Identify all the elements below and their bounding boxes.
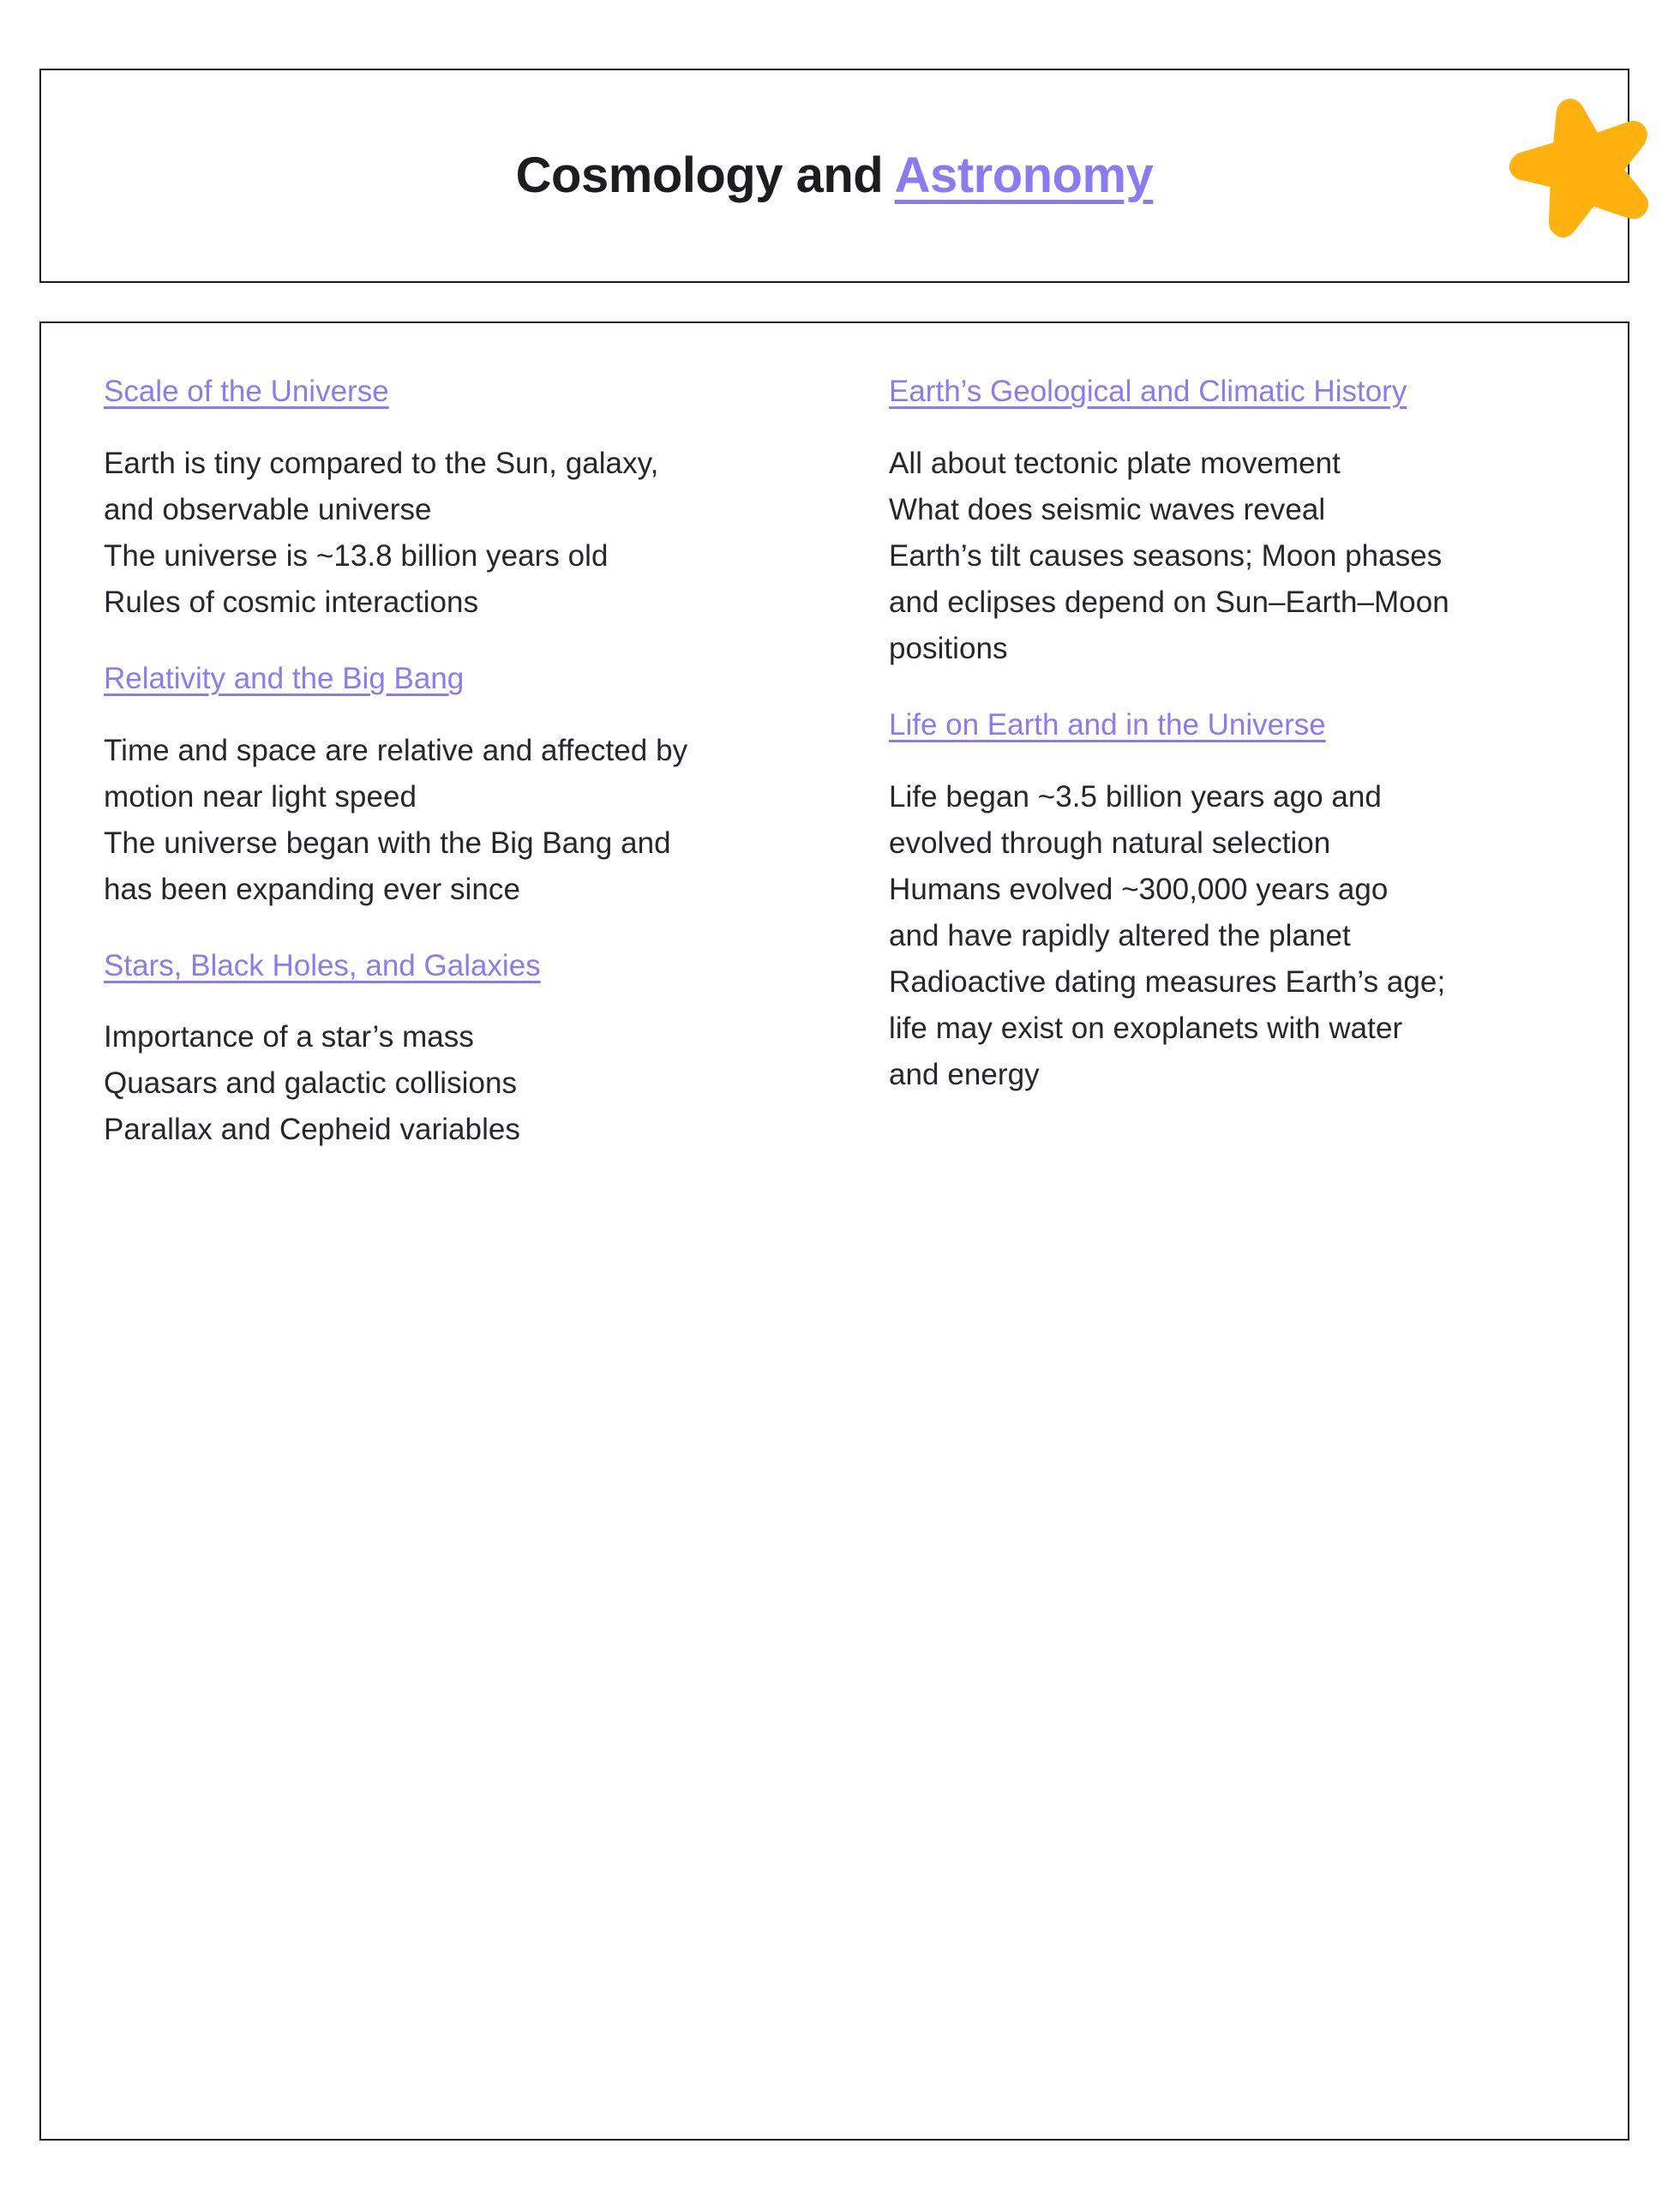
body-line: Life began ~3.5 billion years ago and xyxy=(889,779,1382,814)
body-line: What does seismic waves reveal xyxy=(889,492,1326,526)
body-line: Earth’s tilt causes seasons; Moon phases xyxy=(889,538,1443,573)
section-heading[interactable]: Earth’s Geological and Climatic History xyxy=(889,375,1407,408)
body-line: Radioactive dating measures Earth’s age; xyxy=(889,964,1446,999)
section-earths-geological-and-climatic-history xyxy=(889,373,1563,672)
section-heading[interactable]: Life on Earth and in the Universe xyxy=(889,707,1326,742)
body-line: Time and space are relative and affected by xyxy=(104,733,688,767)
section-body xyxy=(104,441,808,626)
section-body xyxy=(104,1014,808,1153)
body-line: All about tectonic plate movement xyxy=(889,446,1341,480)
body-line: and observable universe xyxy=(104,492,432,526)
body-line: and eclipses depend on Sun–Earth–Moon xyxy=(889,585,1449,619)
content-columns xyxy=(41,323,1628,1153)
section-body xyxy=(889,441,1563,672)
title-box xyxy=(39,69,1629,283)
section-heading[interactable]: Relativity and the Big Bang xyxy=(104,661,465,695)
column-right xyxy=(843,373,1597,1153)
section-stars-black-holes-and-galaxies xyxy=(104,947,808,1154)
body-line: Rules of cosmic interactions xyxy=(104,585,479,619)
section-body xyxy=(104,728,808,913)
content-box xyxy=(39,321,1629,2141)
section-heading[interactable]: Stars, Black Holes, and Galaxies xyxy=(104,948,541,982)
section-relativity-and-the-big-bang xyxy=(104,660,808,913)
body-line: The universe began with the Big Bang and xyxy=(104,826,671,860)
body-line: Parallax and Cepheid variables xyxy=(104,1113,520,1147)
body-line: evolved through natural selection xyxy=(889,826,1331,860)
body-line: The universe is ~13.8 billion years old xyxy=(104,538,609,573)
body-line: Earth is tiny compared to the Sun, galaxy, xyxy=(104,446,659,480)
body-line: and have rapidly altered the planet xyxy=(889,918,1351,952)
section-life-on-earth-and-in-the-universe xyxy=(889,706,1563,1098)
body-line: Quasars and galactic collisions xyxy=(104,1066,518,1101)
body-line: life may exist on exoplanets with water xyxy=(889,1011,1403,1045)
page-title xyxy=(515,147,1154,203)
body-line: motion near light speed xyxy=(104,779,417,814)
body-line: positions xyxy=(889,631,1008,665)
page-title-prefix: Cosmology and xyxy=(515,147,895,203)
section-body xyxy=(889,774,1563,1098)
body-line: Humans evolved ~300,000 years ago xyxy=(889,872,1389,906)
body-line: and energy xyxy=(889,1057,1040,1091)
column-left xyxy=(41,373,843,1153)
page-title-link[interactable]: Astronomy xyxy=(894,147,1154,203)
section-scale-of-the-universe xyxy=(104,373,808,626)
section-heading[interactable]: Scale of the Universe xyxy=(104,375,389,408)
body-line: Importance of a star’s mass xyxy=(104,1020,474,1054)
body-line: has been expanding ever since xyxy=(104,872,520,906)
